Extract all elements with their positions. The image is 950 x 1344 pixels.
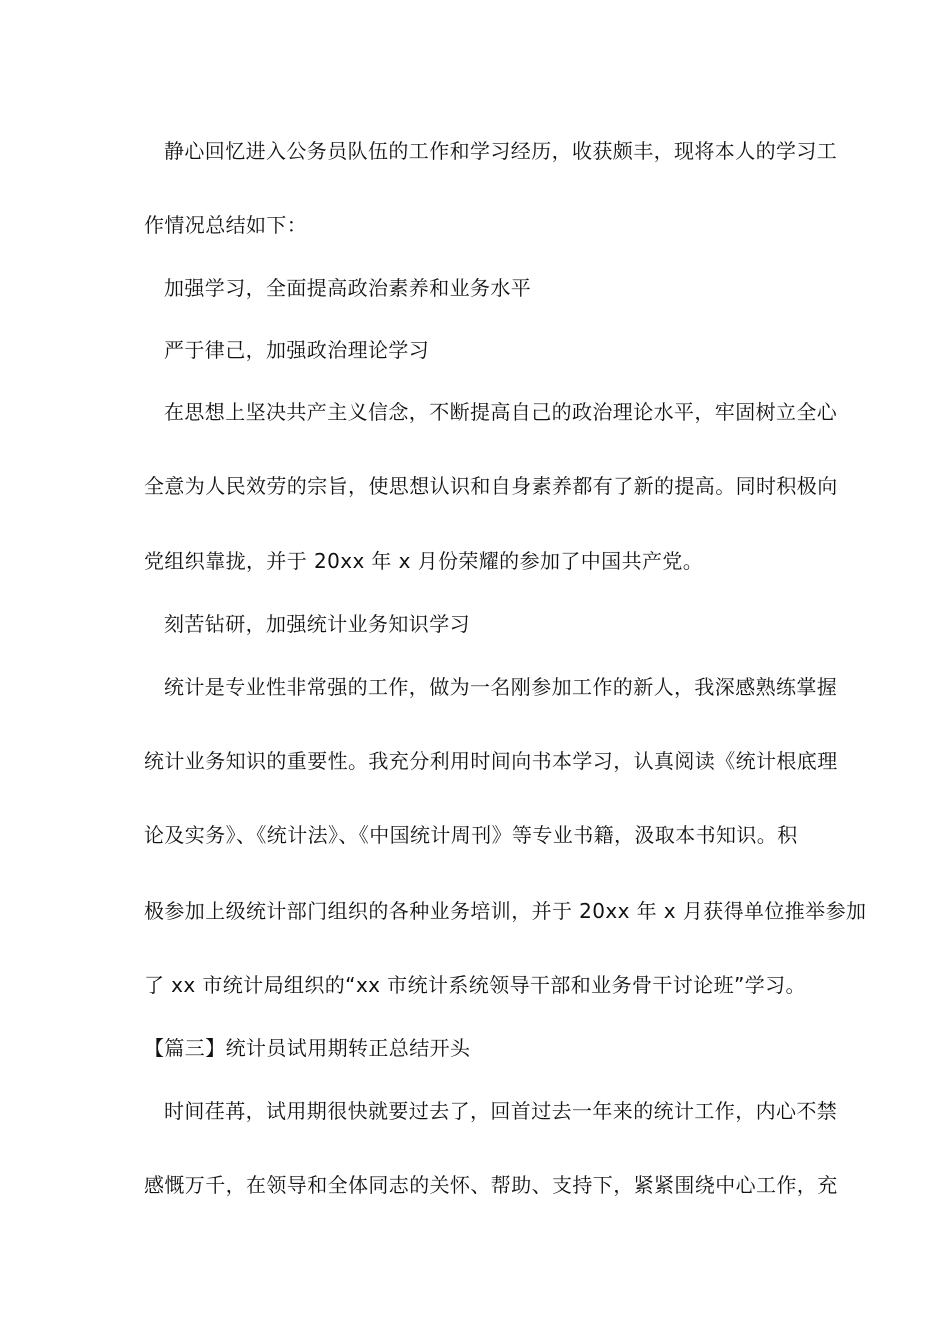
paragraph-line: 静心回忆进入公务员队伍的工作和学习经历，收获颇丰，现将本人的学习工 [164, 139, 838, 163]
paragraph-line: 全意为人民效劳的宗旨，使思想认识和自身素养都有了新的提高。同时积极向 [144, 474, 838, 498]
paragraph-line: 时间荏苒，试用期很快就要过去了，回首过去一年来的统计工作，内心不禁 [164, 1099, 838, 1123]
section-subheading: 严于律己，加强政治理论学习 [164, 338, 430, 362]
paragraph-line: 了 xx 市统计局组织的“xx 市统计系统领导干部和业务骨干讨论班”学习。 [144, 973, 806, 997]
section-subheading: 刻苦钻研，加强统计业务知识学习 [164, 612, 470, 636]
article-title: 【篇三】统计员试用期转正总结开头 [144, 1036, 471, 1060]
paragraph-line: 统计业务知识的重要性。我充分利用时间向书本学习，认真阅读《统计根底理 [144, 749, 838, 773]
paragraph-line: 党组织靠拢，并于 20xx 年 x 月份荣耀的参加了中国共产党。 [144, 549, 704, 573]
paragraph-line: 感慨万千，在领导和全体同志的关怀、帮助、支持下，紧紧围绕中心工作，充 [144, 1173, 838, 1197]
paragraph-line: 极参加上级统计部门组织的各种业务培训，并于 20xx 年 x 月获得单位推举参加 [144, 899, 867, 923]
paragraph-line: 论及实务》、《统计法》、《中国统计周刊》等专业书籍，汲取本书知识。积 [144, 823, 798, 847]
section-heading: 加强学习，全面提高政治素养和业务水平 [164, 276, 532, 300]
paragraph-line: 统计是专业性非常强的工作，做为一名刚参加工作的新人，我深感熟练掌握 [164, 675, 838, 699]
paragraph-line: 在思想上坚决共产主义信念，不断提高自己的政治理论水平，牢固树立全心 [164, 400, 838, 424]
paragraph-line: 作情况总结如下： [144, 213, 308, 237]
